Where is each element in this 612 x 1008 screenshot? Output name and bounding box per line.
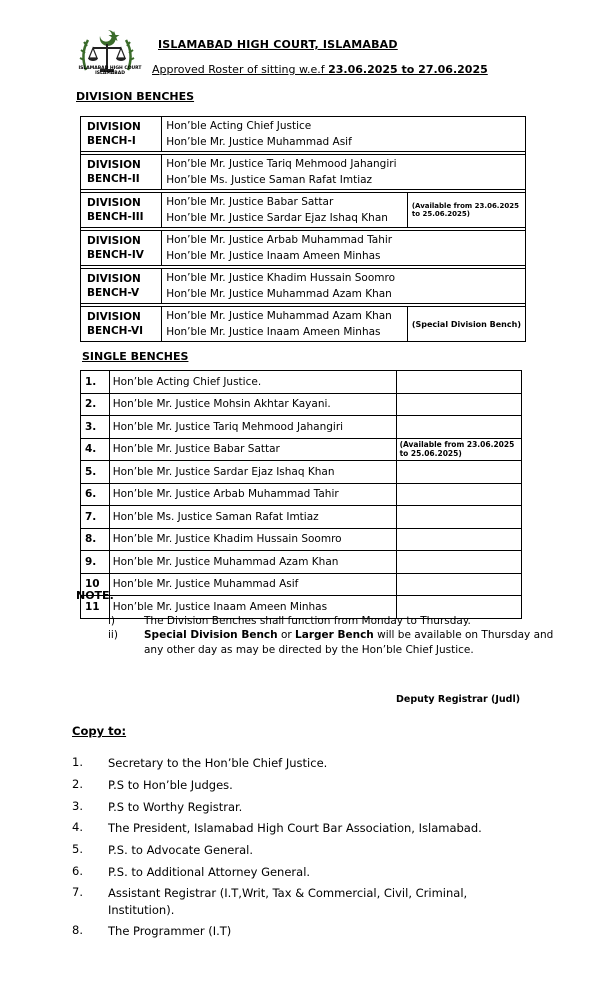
copy-item-text: P.S to Worthy Registrar. (108, 800, 243, 814)
copy-item-number: 2. (72, 777, 83, 791)
note-marker: i) (108, 615, 116, 627)
availability-cell (396, 528, 521, 551)
row-number: 5. (81, 461, 110, 484)
judge-name: Hon’ble Mr. Justice Mohsin Akhtar Kayani. (109, 393, 396, 416)
division-bench-row (81, 193, 526, 228)
availability-cell (396, 551, 521, 574)
bench-label: DIVISION BENCH-V (81, 269, 162, 304)
division-bench-row (81, 231, 526, 266)
deputy-registrar-signature: Deputy Registrar (Judl) (396, 694, 521, 705)
single-benches-heading: SINGLE BENCHES (82, 350, 189, 363)
judge-name: Hon’ble Mr. Justice Tariq Mehmood Jahangiri (109, 416, 396, 439)
copy-item-text: Secretary to the Hon’ble Chief Justice. (108, 756, 328, 770)
availability-cell (396, 371, 521, 394)
roster-dates: 23.06.2025 to 27.06.2025 (328, 63, 488, 76)
bench-judges: Hon’ble Mr. Justice Tariq Mehmood Jahangiri Hon’ble Ms. Justice Saman Rafat Imtiaz (162, 155, 526, 190)
copy-item-number: 6. (72, 864, 83, 878)
copy-item-text: P.S. to Additional Attorney General. (108, 865, 311, 879)
row-number: 11 (81, 596, 110, 619)
row-number: 6. (81, 483, 110, 506)
bench-label: DIVISION BENCH-II (81, 155, 162, 190)
single-benches-table (80, 370, 522, 619)
availability-cell (396, 461, 521, 484)
judge-name: Hon’ble Mr. Justice Muhammad Azam Khan (109, 551, 396, 574)
table-row (81, 416, 522, 439)
table-row (81, 461, 522, 484)
division-bench-row (81, 269, 526, 304)
note-item-2: Special Division Bench or Larger Bench will be available on Thursday and any other day as may be directed by the Hon’ble Chief Justice. (144, 629, 554, 656)
bench-label: DIVISION BENCH-IV (81, 231, 162, 266)
judge-name: Hon’ble Mr. Justice Sardar Ejaz Ishaq Khan (109, 461, 396, 484)
copy-item-number: 5. (72, 842, 83, 856)
copy-item-number: 1. (72, 755, 83, 769)
judge-name: Hon’ble Mr. Justice Inaam Ameen Minhas (109, 596, 396, 619)
judge-name: Hon’ble Mr. Justice Muhammad Asif (109, 573, 396, 596)
logo-caption: ISLAMABAD HIGH COURT ISLAMABAD (78, 66, 142, 76)
bench-label: DIVISION BENCH-VI (81, 307, 162, 342)
bench-label: DIVISION BENCH-III (81, 193, 162, 228)
copy-item-number: 4. (72, 820, 83, 834)
judge-name: Hon’ble Mr. Justice Khadim Hussain Soomro (109, 528, 396, 551)
availability-cell (396, 416, 521, 439)
division-bench-row (81, 155, 526, 190)
division-bench-row (81, 307, 526, 342)
judge-name: Hon’ble Mr. Justice Arbab Muhammad Tahir (109, 483, 396, 506)
table-row (81, 506, 522, 529)
division-bench-row (81, 117, 526, 152)
table-row (81, 528, 522, 551)
special-bench-note: (Special Division Bench) (407, 307, 525, 342)
bench-label: DIVISION BENCH-I (81, 117, 162, 152)
division-benches-heading: DIVISION BENCHES (76, 90, 195, 103)
copy-item-text: P.S. to Advocate General. (108, 843, 254, 857)
row-number: 9. (81, 551, 110, 574)
bench-judges: Hon’ble Mr. Justice Khadim Hussain Soomro Hon’ble Mr. Justice Muhammad Azam Khan (162, 269, 526, 304)
bench-judges: Hon’ble Acting Chief Justice Hon’ble Mr. Justice Muhammad Asif (162, 117, 526, 152)
table-row (81, 393, 522, 416)
row-number: 4. (81, 438, 110, 461)
court-title: ISLAMABAD HIGH COURT, ISLAMABAD (158, 38, 398, 51)
copy-item-number: 7. (72, 885, 83, 899)
row-number: 2. (81, 393, 110, 416)
availability-cell (396, 393, 521, 416)
table-row (81, 551, 522, 574)
row-number: 10 (81, 573, 110, 596)
copy-item-number: 8. (72, 923, 83, 937)
note-heading: NOTE. (76, 589, 114, 602)
copy-item-text: Assistant Registrar (I.T,Writ, Tax & Commercial, Civil, Criminal, Institution). (108, 886, 468, 917)
availability-cell (396, 483, 521, 506)
note-item-1: The Division Benches shall function from Monday to Thursday. (144, 615, 471, 627)
availability-cell (396, 573, 521, 596)
copy-item-text: The President, Islamabad High Court Bar Association, Islamabad. (108, 821, 482, 835)
table-row (81, 573, 522, 596)
table-row (81, 371, 522, 394)
bench-judges: Hon’ble Mr. Justice Babar Sattar Hon’ble Mr. Justice Sardar Ejaz Ishaq Khan (162, 193, 408, 228)
row-number: 8. (81, 528, 110, 551)
bench-judges: Hon’ble Mr. Justice Muhammad Azam Khan Hon’ble Mr. Justice Inaam Ameen Minhas (162, 307, 408, 342)
division-benches-table (80, 116, 526, 342)
judge-name: Hon’ble Acting Chief Justice. (109, 371, 396, 394)
note-marker: ii) (108, 629, 118, 641)
row-number: 1. (81, 371, 110, 394)
roster-title (152, 63, 488, 76)
judge-name: Hon’ble Mr. Justice Babar Sattar (109, 438, 396, 461)
bench-judges: Hon’ble Mr. Justice Arbab Muhammad Tahir Hon’ble Mr. Justice Inaam Ameen Minhas (162, 231, 526, 266)
table-row (81, 438, 522, 461)
roster-prefix: Approved Roster of sitting w.e.f (152, 63, 329, 76)
row-number: 3. (81, 416, 110, 439)
copy-item-text: The Programmer (I.T) (108, 924, 232, 938)
row-number: 7. (81, 506, 110, 529)
copy-to-heading: Copy to: (72, 724, 127, 738)
copy-item-text: P.S to Hon’ble Judges. (108, 778, 233, 792)
judge-name: Hon’ble Ms. Justice Saman Rafat Imtiaz (109, 506, 396, 529)
availability-cell: (Available from 23.06.2025 to 25.06.2025) (396, 438, 521, 461)
availability-note: (Available from 23.06.2025 to 25.06.2025) (407, 193, 525, 228)
table-row (81, 483, 522, 506)
availability-cell (396, 506, 521, 529)
copy-item-number: 3. (72, 799, 83, 813)
